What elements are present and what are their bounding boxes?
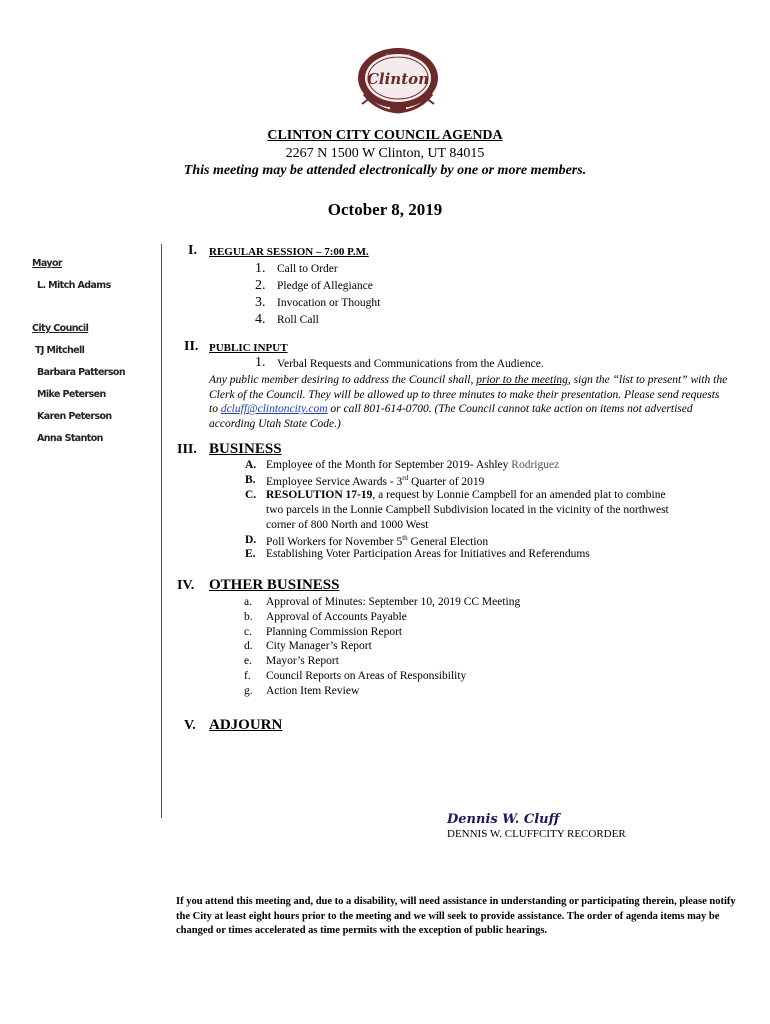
agenda-item-continued: two parcels in the Lonnie Campbell Subdivision located in the vicinity of the northwest bbox=[266, 504, 669, 516]
city-seal-logo bbox=[356, 44, 440, 116]
item-letter: E. bbox=[245, 548, 256, 560]
council-member: Barbara Patterson bbox=[37, 367, 126, 378]
logo-name: Clinton bbox=[366, 70, 430, 88]
council-member: Karen Peterson bbox=[37, 411, 112, 422]
electronic-notice: This meeting may be attended electronically by one or more members. bbox=[183, 163, 587, 178]
item-number: 1. bbox=[255, 355, 266, 370]
item-letter: f. bbox=[244, 670, 251, 682]
council-member: TJ Mitchell bbox=[35, 345, 85, 356]
council-member: Anna Stanton bbox=[37, 433, 103, 444]
agenda-title: CLINTON CITY COUNCIL AGENDA bbox=[267, 128, 503, 143]
item-letter: A. bbox=[245, 459, 257, 471]
agenda-item: Invocation or Thought bbox=[277, 297, 381, 309]
agenda-item: Roll Call bbox=[277, 314, 319, 326]
item-letter: e. bbox=[244, 655, 252, 667]
agenda-item: RESOLUTION 17-19, a request by Lonnie Campbell for an amended plat to combine bbox=[266, 489, 666, 501]
section-numeral: V. bbox=[184, 718, 196, 733]
council-label: City Council bbox=[32, 323, 89, 334]
agenda-item: Employee Service Awards - 3rd Quarter of 2019 bbox=[266, 474, 485, 488]
section-numeral: III. bbox=[177, 442, 197, 457]
agenda-item: Planning Commission Report bbox=[266, 626, 403, 638]
agenda-item-continued: corner of 800 North and 1000 West bbox=[266, 519, 429, 531]
item-number: 3. bbox=[255, 295, 266, 310]
item-letter: a. bbox=[244, 596, 252, 608]
agenda-item: Establishing Voter Participation Areas for Initiatives and Referendums bbox=[266, 548, 590, 560]
public-input-note: Any public member desiring to address the Council shall, prior to the meeting, sign the “list to present” with the Clerk of the Council. They will be allowed up to three minutes to make their presentation. Please send requests to dcluff@clintoncity.com or call 801-614-0700. (The Council cannot take action on items not advertised according Utah State Code.) bbox=[209, 374, 728, 430]
section-title: BUSINESS bbox=[209, 441, 282, 457]
item-number: 4. bbox=[255, 312, 266, 327]
section-title: PUBLIC INPUT bbox=[209, 342, 288, 354]
agenda-item: Employee of the Month for September 2019- Ashley Rodriguez bbox=[266, 459, 560, 471]
agenda-item: Action Item Review bbox=[266, 685, 360, 697]
agenda-item: Pledge of Allegiance bbox=[277, 280, 373, 292]
agenda-item: Poll Workers for November 5th General Election bbox=[266, 534, 489, 548]
signature-printed-name: DENNIS W. CLUFFCITY RECORDER bbox=[447, 828, 626, 840]
item-number: 1. bbox=[255, 261, 266, 276]
address: 2267 N 1500 W Clinton, UT 84015 bbox=[285, 146, 485, 161]
agenda-item: Mayor’s Report bbox=[266, 655, 339, 667]
logo-top-text: THE CITY OF bbox=[385, 53, 411, 58]
mayor-name: L. Mitch Adams bbox=[37, 280, 111, 291]
agenda-item: Approval of Accounts Payable bbox=[266, 611, 407, 623]
section-numeral: IV. bbox=[177, 578, 195, 593]
item-letter: b. bbox=[244, 611, 253, 623]
agenda-item: City Manager’s Report bbox=[266, 640, 372, 652]
section-title: ADJOURN bbox=[209, 717, 283, 733]
section-numeral: II. bbox=[184, 339, 199, 354]
meeting-date: October 8, 2019 bbox=[327, 200, 443, 219]
sidebar-divider bbox=[161, 244, 162, 818]
signature-script: Dennis W. Cluff bbox=[447, 812, 560, 827]
item-number: 2. bbox=[255, 278, 266, 293]
section-numeral: I. bbox=[188, 243, 197, 258]
agenda-item: Council Reports on Areas of Responsibility bbox=[266, 670, 467, 682]
section-title: OTHER BUSINESS bbox=[209, 577, 340, 593]
item-letter: c. bbox=[244, 626, 252, 638]
agenda-item: Verbal Requests and Communications from the Audience. bbox=[277, 358, 544, 370]
item-letter: g. bbox=[244, 685, 253, 697]
email-link[interactable]: dcluff@clintoncity.com bbox=[220, 403, 328, 415]
mayor-label: Mayor bbox=[32, 258, 62, 269]
item-letter: D. bbox=[245, 534, 257, 546]
council-member: Mike Petersen bbox=[37, 389, 106, 400]
agenda-item: Approval of Minutes: September 10, 2019 CC Meeting bbox=[266, 596, 521, 608]
item-letter: C. bbox=[245, 489, 257, 501]
item-letter: d. bbox=[244, 640, 253, 652]
accessibility-footer: If you attend this meeting and, due to a disability, will need assistance in understanding or participating therein, please notify the City at least eight hours prior to the meeting and we will seek to provide assistance. The order of agenda items may be changed or times accelerated as time permits with the exception of public hearings. bbox=[176, 896, 736, 936]
agenda-item: Call to Order bbox=[277, 263, 338, 275]
item-letter: B. bbox=[245, 474, 256, 486]
section-title: REGULAR SESSION – 7:00 P.M. bbox=[209, 246, 369, 258]
